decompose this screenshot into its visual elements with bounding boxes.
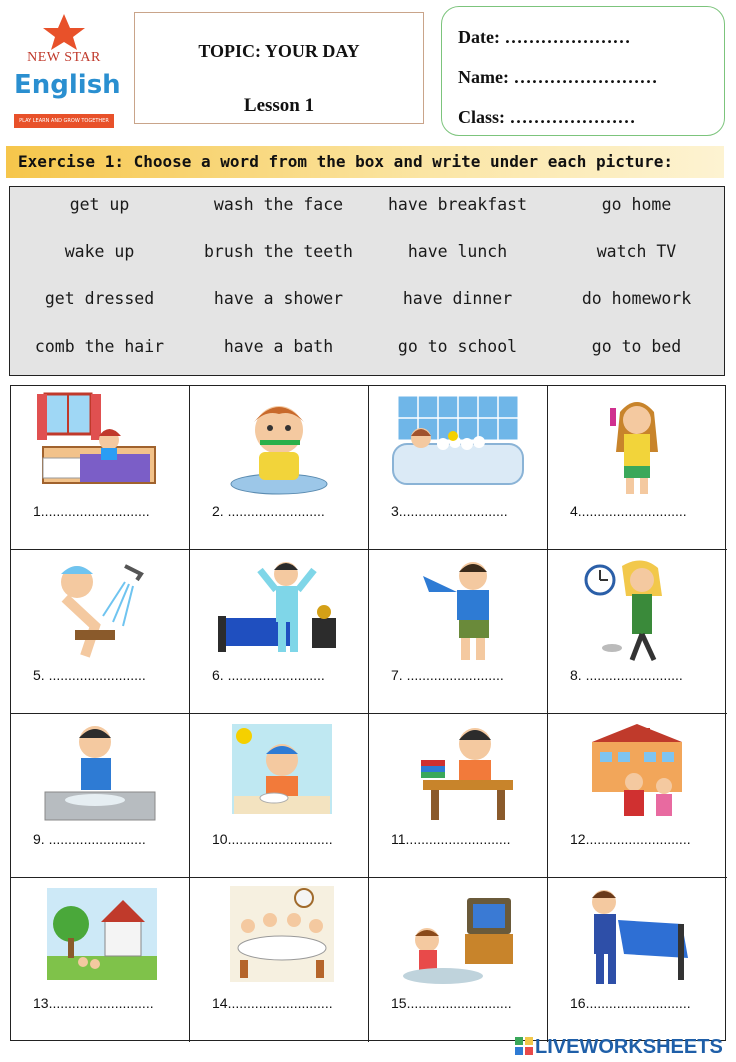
boy-washing-face-icon — [25, 720, 175, 828]
picture-cell — [548, 550, 727, 714]
girl-combing-hair-icon — [562, 392, 712, 500]
word-item: wash the face — [213, 195, 344, 214]
answer-blank[interactable]: 4............................ — [570, 503, 687, 519]
boy-doing-homework-icon — [383, 720, 533, 828]
topic-box — [134, 12, 424, 124]
boy-watching-tv-icon — [383, 884, 533, 992]
picture-cell — [190, 386, 369, 550]
word-item: have dinner — [402, 289, 513, 308]
man-in-shower-icon — [25, 556, 175, 664]
date-field[interactable]: Date: ………………… — [458, 27, 631, 47]
boy-brushing-teeth-icon — [204, 392, 354, 500]
kids-going-to-school-icon — [562, 720, 712, 828]
name-field[interactable]: Name: …………………… — [458, 67, 658, 87]
picture-cell — [369, 714, 548, 878]
answer-blank[interactable]: 9. ......................... — [33, 831, 146, 847]
answer-blank[interactable]: 1............................ — [33, 503, 150, 519]
word-item: go to bed — [591, 337, 682, 356]
answer-blank[interactable]: 2. ......................... — [212, 503, 325, 519]
man-going-to-bed-icon — [562, 884, 712, 992]
answer-blank[interactable]: 3............................ — [391, 503, 508, 519]
picture-cell — [548, 714, 727, 878]
word-item: go to school — [397, 337, 518, 356]
answer-blank[interactable]: 16........................... — [570, 995, 691, 1011]
answer-blank[interactable]: 15........................... — [391, 995, 512, 1011]
class-field[interactable]: Class: ………………… — [458, 107, 636, 127]
answer-blank[interactable]: 7. ......................... — [391, 667, 504, 683]
answer-blank[interactable]: 6. ......................... — [212, 667, 325, 683]
answer-blank[interactable]: 8. ......................... — [570, 667, 683, 683]
picture-cell — [369, 550, 548, 714]
picture-cell — [190, 550, 369, 714]
picture-cell — [11, 714, 190, 878]
boy-stretching-getting-up-icon — [204, 556, 354, 664]
picture-grid — [10, 385, 726, 1041]
word-box — [9, 186, 725, 376]
topic-title: TOPIC: YOUR DAY — [198, 41, 360, 61]
picture-cell — [369, 878, 548, 1042]
girl-waking-in-bed-icon — [25, 392, 175, 500]
word-item: brush the teeth — [203, 242, 353, 261]
picture-cell — [548, 386, 727, 550]
word-item: have a bath — [223, 337, 334, 356]
picture-cell — [11, 386, 190, 550]
liveworksheets-brand — [515, 1036, 731, 1058]
answer-blank[interactable]: 12........................... — [570, 831, 691, 847]
word-item: have a shower — [213, 289, 344, 308]
boy-having-breakfast-icon — [204, 720, 354, 828]
star-logo-icon — [14, 10, 114, 50]
woman-running-late-clock-icon — [562, 556, 712, 664]
brand-text: LIVEWORKSHEETS — [535, 1036, 723, 1058]
answer-blank[interactable]: 10........................... — [212, 831, 333, 847]
word-item: have lunch — [407, 242, 508, 261]
boy-getting-dressed-icon — [383, 556, 533, 664]
new-star-english-logo — [14, 10, 121, 128]
picture-cell — [190, 878, 369, 1042]
picture-cell — [369, 386, 548, 550]
word-item: go home — [601, 195, 672, 214]
liveworksheets-logo-icon — [515, 1037, 533, 1055]
word-item: have breakfast — [387, 195, 528, 214]
lesson-title: Lesson 1 — [243, 95, 315, 116]
answer-blank[interactable]: 11........................... — [391, 831, 511, 847]
logo-line1: NEW STAR — [27, 50, 101, 65]
answer-blank[interactable]: 14........................... — [212, 995, 333, 1011]
picture-cell — [548, 878, 727, 1042]
picture-cell — [11, 878, 190, 1042]
kids-going-home-icon — [25, 884, 175, 992]
logo-tagline: PLAY LEARN AND GROW TOGETHER — [14, 114, 114, 128]
answer-blank[interactable]: 5. ......................... — [33, 667, 146, 683]
logo-line2: English — [14, 70, 121, 100]
family-having-dinner-icon — [204, 884, 354, 992]
answer-blank[interactable]: 13........................... — [33, 995, 154, 1011]
word-item: get dressed — [44, 289, 155, 308]
student-info-box — [441, 6, 725, 136]
exercise-instruction: Exercise 1: Choose a word from the box and write under each picture: — [6, 146, 724, 178]
word-item: do homework — [581, 289, 692, 308]
word-item: wake up — [64, 242, 135, 261]
word-item: watch TV — [596, 242, 677, 261]
picture-cell — [11, 550, 190, 714]
word-item: comb the hair — [34, 337, 165, 356]
word-item: get up — [69, 195, 130, 214]
picture-cell — [190, 714, 369, 878]
girl-in-bath-icon — [383, 392, 533, 500]
